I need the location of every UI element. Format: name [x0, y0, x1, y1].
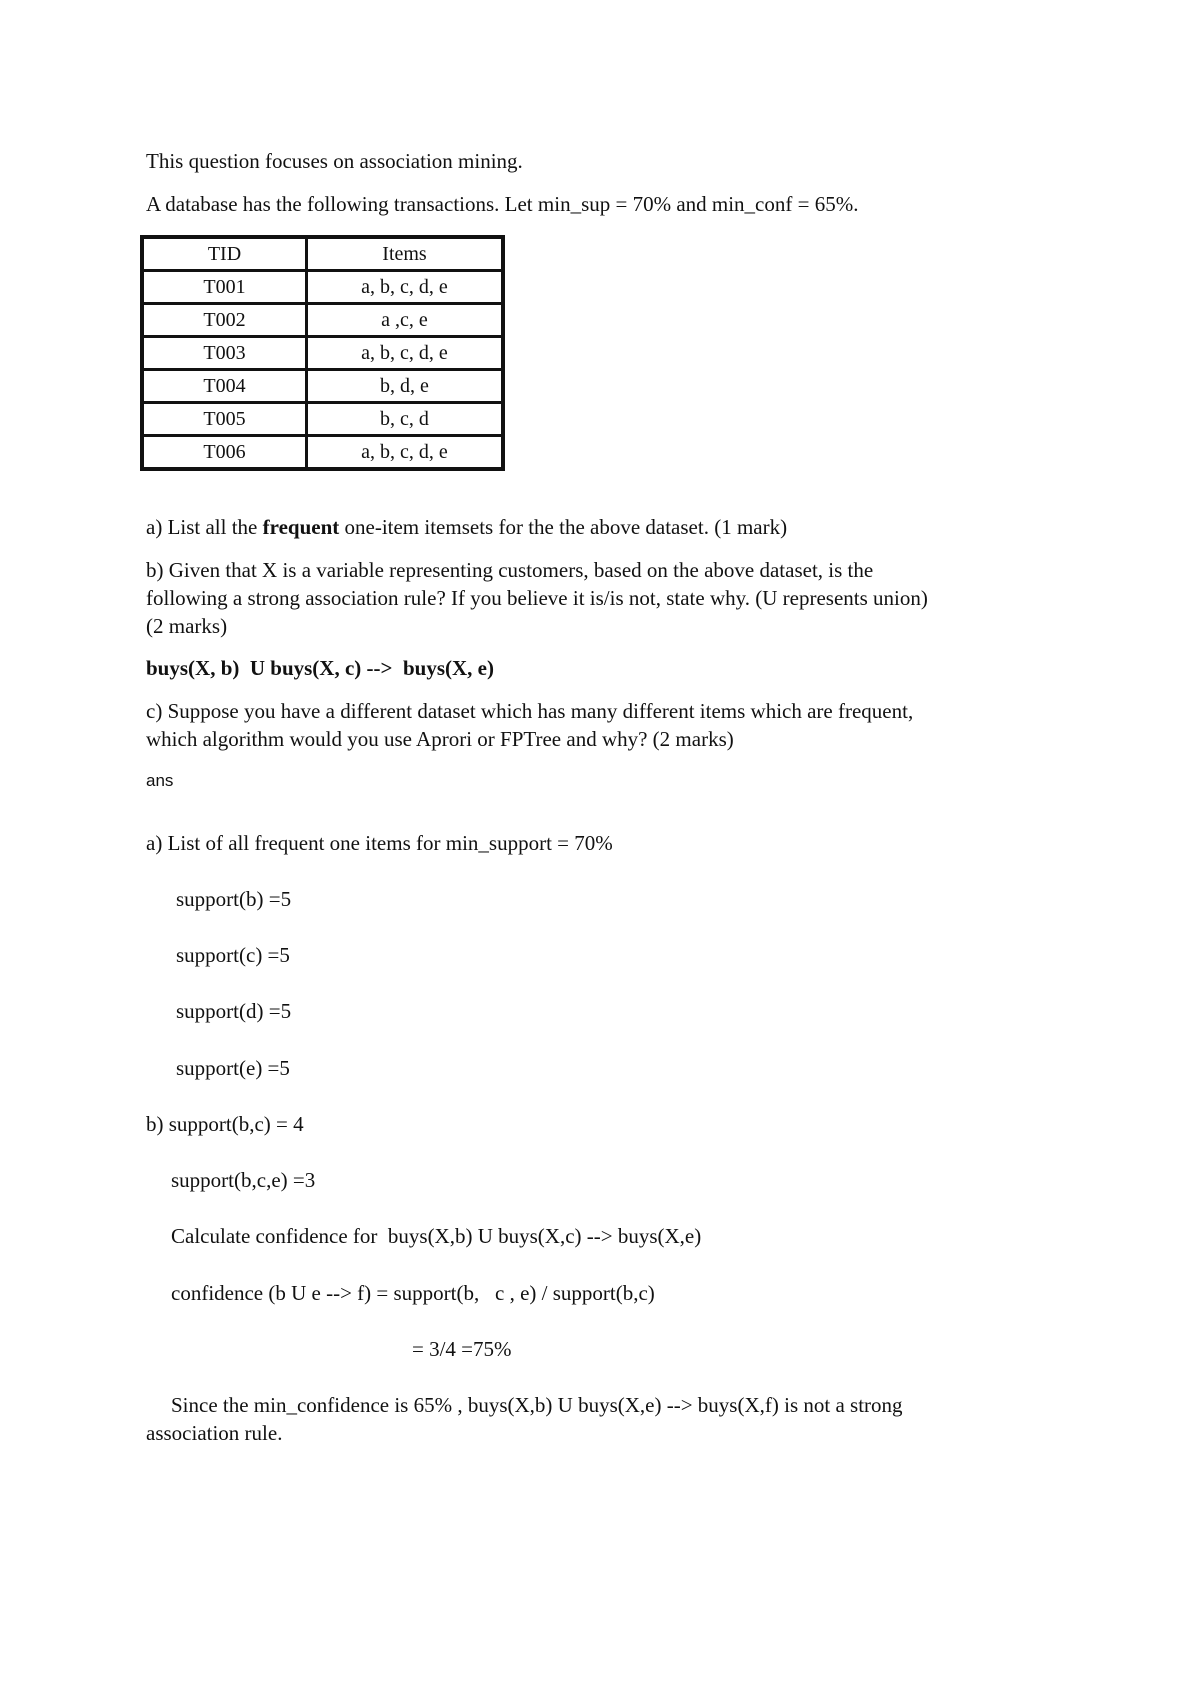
- transactions-table: [140, 235, 505, 471]
- question-part-a: [146, 513, 787, 541]
- part-a-text-before: a) List all the: [146, 515, 263, 539]
- answer-b-line5: = 3/4 =75%: [412, 1337, 512, 1361]
- table-cell-tid: T006: [142, 436, 307, 470]
- table-cell-tid: T003: [142, 337, 307, 370]
- question-part-b-line1: b) Given that X is a variable representing customers, based on the above dataset, is the: [146, 558, 874, 582]
- answer-a-heading: a) List of all frequent one items for min_support = 70%: [146, 831, 613, 855]
- table-cell-tid: T005: [142, 403, 307, 436]
- support-value: support(d) =5: [176, 999, 292, 1023]
- support-value: support(e) =5: [176, 1056, 290, 1080]
- part-a-text-after: one-item itemsets for the the above dataset. (1 mark): [339, 515, 788, 539]
- table-cell-items: b, c, d: [307, 403, 504, 436]
- table-cell-items: a, b, c, d, e: [307, 271, 504, 304]
- question-part-c-line1: c) Suppose you have a different dataset which has many different items which are frequent,: [146, 699, 914, 723]
- table-header-row: [142, 237, 503, 271]
- table-cell-items: a, b, c, d, e: [307, 337, 504, 370]
- answer-b-line4: confidence (b U e --> f) = support(b, c , e) / support(b,c): [171, 1281, 655, 1305]
- table-row: [142, 370, 503, 403]
- table-header-tid: TID: [142, 237, 307, 271]
- table-header-items: Items: [307, 237, 504, 271]
- table-cell-items: a, b, c, d, e: [307, 436, 504, 470]
- question-part-b-line2: following a strong association rule? If you believe it is/is not, state why. (U represents union): [146, 586, 928, 610]
- table-row: [142, 436, 503, 470]
- database-description: A database has the following transactions. Let min_sup = 70% and min_conf = 65%.: [146, 192, 859, 216]
- answer-label: ans: [146, 771, 174, 790]
- answer-b-line3: Calculate confidence for buys(X,b) U buys(X,c) --> buys(X,e): [171, 1224, 702, 1248]
- table-cell-tid: T002: [142, 304, 307, 337]
- question-part-c-line2: which algorithm would you use Aprori or FPTree and why? (2 marks): [146, 727, 734, 751]
- part-a-bold-word: frequent: [262, 515, 340, 539]
- table-cell-items: b, d, e: [307, 370, 504, 403]
- answer-conclusion-line2: association rule.: [146, 1421, 283, 1445]
- table-cell-items: a ,c, e: [307, 304, 504, 337]
- support-value: support(b) =5: [176, 887, 292, 911]
- association-rule: buys(X, b) U buys(X, c) --> buys(X, e): [146, 656, 494, 680]
- question-part-b-line3: (2 marks): [146, 614, 228, 638]
- table-cell-tid: T001: [142, 271, 307, 304]
- support-value: support(c) =5: [176, 943, 290, 967]
- table-row: [142, 403, 503, 436]
- table-row: [142, 271, 503, 304]
- question-intro: This question focuses on association mining.: [146, 149, 523, 173]
- table-cell-tid: T004: [142, 370, 307, 403]
- table-row: [142, 337, 503, 370]
- table-row: [142, 304, 503, 337]
- answer-conclusion-line1: Since the min_confidence is 65% , buys(X,b) U buys(X,e) --> buys(X,f) is not a strong: [171, 1393, 903, 1417]
- answer-b-line1: b) support(b,c) = 4: [146, 1112, 304, 1136]
- answer-b-line2: support(b,c,e) =3: [171, 1168, 316, 1192]
